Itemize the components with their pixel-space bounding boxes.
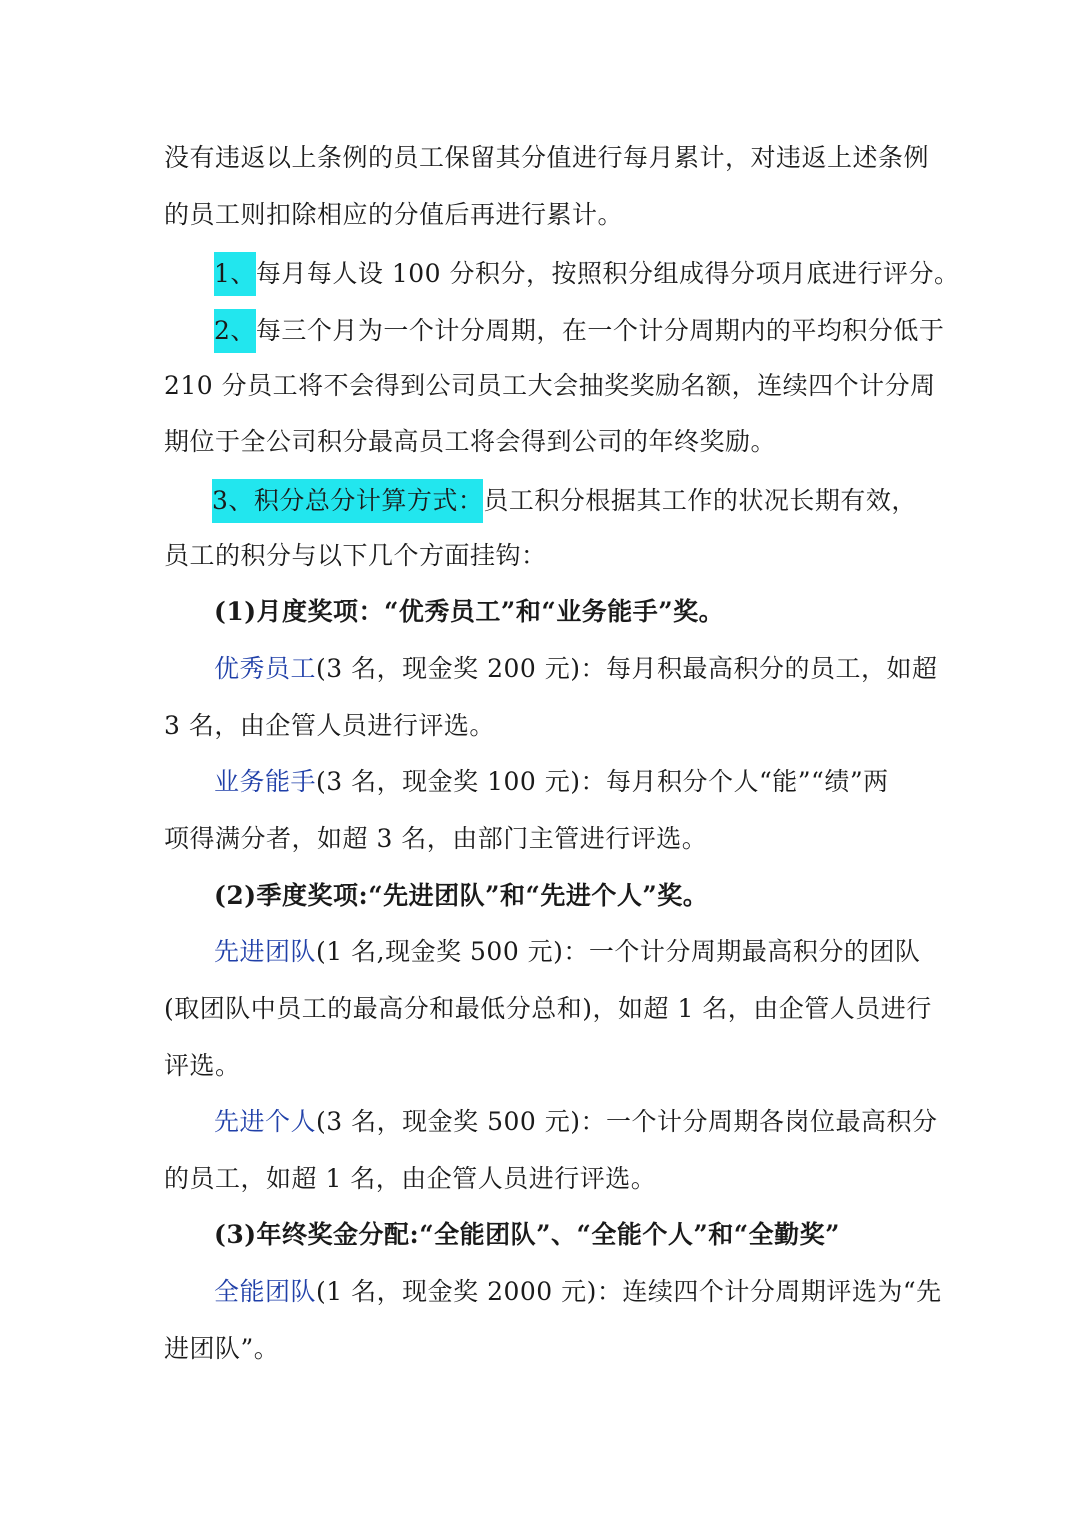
text: 3 名，由企管人员进行评选。 — [164, 711, 495, 740]
text: 员工的积分与以下几个方面挂钩： — [164, 541, 547, 570]
text: 没有违返以上条例的员工保留其分值进行每月累计，对违返上述条例 — [164, 143, 930, 172]
award-2 — [214, 762, 924, 802]
text: 210 分员工将不会得到公司员工大会抽奖奖励名额，连续四个计分周 — [164, 371, 936, 400]
item-1-number: 1、 — [214, 252, 256, 296]
award-4 — [214, 1102, 938, 1142]
text: 项得满分者，如超 3 名，由部门主管进行评选。 — [164, 824, 708, 853]
paragraph-line — [164, 706, 924, 746]
paragraph-line — [164, 366, 936, 406]
paragraph-line — [164, 1046, 924, 1086]
paragraph-line — [164, 195, 924, 235]
section-1-heading — [214, 592, 924, 632]
item-1 — [214, 252, 960, 292]
award-1-name: 优秀员工 — [214, 654, 317, 683]
text: 进团队”。 — [164, 1334, 280, 1363]
award-4-name: 先进个人 — [214, 1107, 317, 1136]
text: (3)年终奖金分配:“全能团队”、“全能个人”和“全勤奖” — [214, 1220, 841, 1249]
text: (1)月度奖项：“优秀员工”和“业务能手”奖。 — [214, 597, 725, 626]
section-2-heading — [214, 876, 924, 916]
paragraph-line — [164, 819, 924, 859]
section-3-heading — [214, 1215, 924, 1255]
item-2-number: 2、 — [214, 309, 256, 353]
paragraph-line — [164, 536, 924, 576]
award-3-name: 先进团队 — [214, 937, 317, 966]
paragraph-line — [164, 1159, 924, 1199]
item-2 — [214, 309, 945, 349]
text: 的员工则扣除相应的分值后再进行累计。 — [164, 200, 624, 229]
text: (取团队中员工的最高分和最低分总和)，如超 1 名，由企管人员进行 — [164, 994, 932, 1023]
item-1-text: 每月每人设 100 分积分，按照积分组成得分项月底进行评分。 — [255, 259, 960, 288]
award-5-text: (1 名，现金奖 2000 元)：连续四个计分周期评选为“先 — [316, 1277, 942, 1306]
award-2-text: (3 名，现金奖 100 元)：每月积分个人“能”“绩”两 — [316, 767, 889, 796]
paragraph-line — [164, 422, 924, 462]
item-2-text: 每三个月为一个计分周期，在一个计分周期内的平均积分低于 — [255, 316, 945, 345]
paragraph-line — [164, 138, 930, 178]
award-1-text: (3 名，现金奖 200 元)：每月积最高积分的员工，如超 — [316, 654, 938, 683]
text: (2)季度奖项:“先进团队”和“先进个人”奖。 — [214, 881, 709, 910]
text: 评选。 — [164, 1051, 241, 1080]
award-2-name: 业务能手 — [214, 767, 317, 796]
paragraph-line — [164, 1329, 924, 1369]
award-3 — [214, 932, 924, 972]
award-4-text: (3 名，现金奖 500 元)：一个计分周期各岗位最高积分 — [316, 1107, 938, 1136]
item-3 — [214, 479, 924, 519]
text: 期位于全公司积分最高员工将会得到公司的年终奖励。 — [164, 427, 777, 456]
item-3-text: 员工积分根据其工作的状况长期有效， — [483, 486, 917, 515]
award-5-name: 全能团队 — [214, 1277, 317, 1306]
text: 的员工，如超 1 名，由企管人员进行评选。 — [164, 1164, 657, 1193]
award-5 — [214, 1272, 942, 1312]
award-1 — [214, 649, 938, 689]
paragraph-line — [164, 989, 932, 1029]
award-3-text: (1 名,现金奖 500 元)：一个计分周期最高积分的团队 — [316, 937, 921, 966]
item-3-heading: 3、积分总分计算方式： — [212, 479, 483, 523]
